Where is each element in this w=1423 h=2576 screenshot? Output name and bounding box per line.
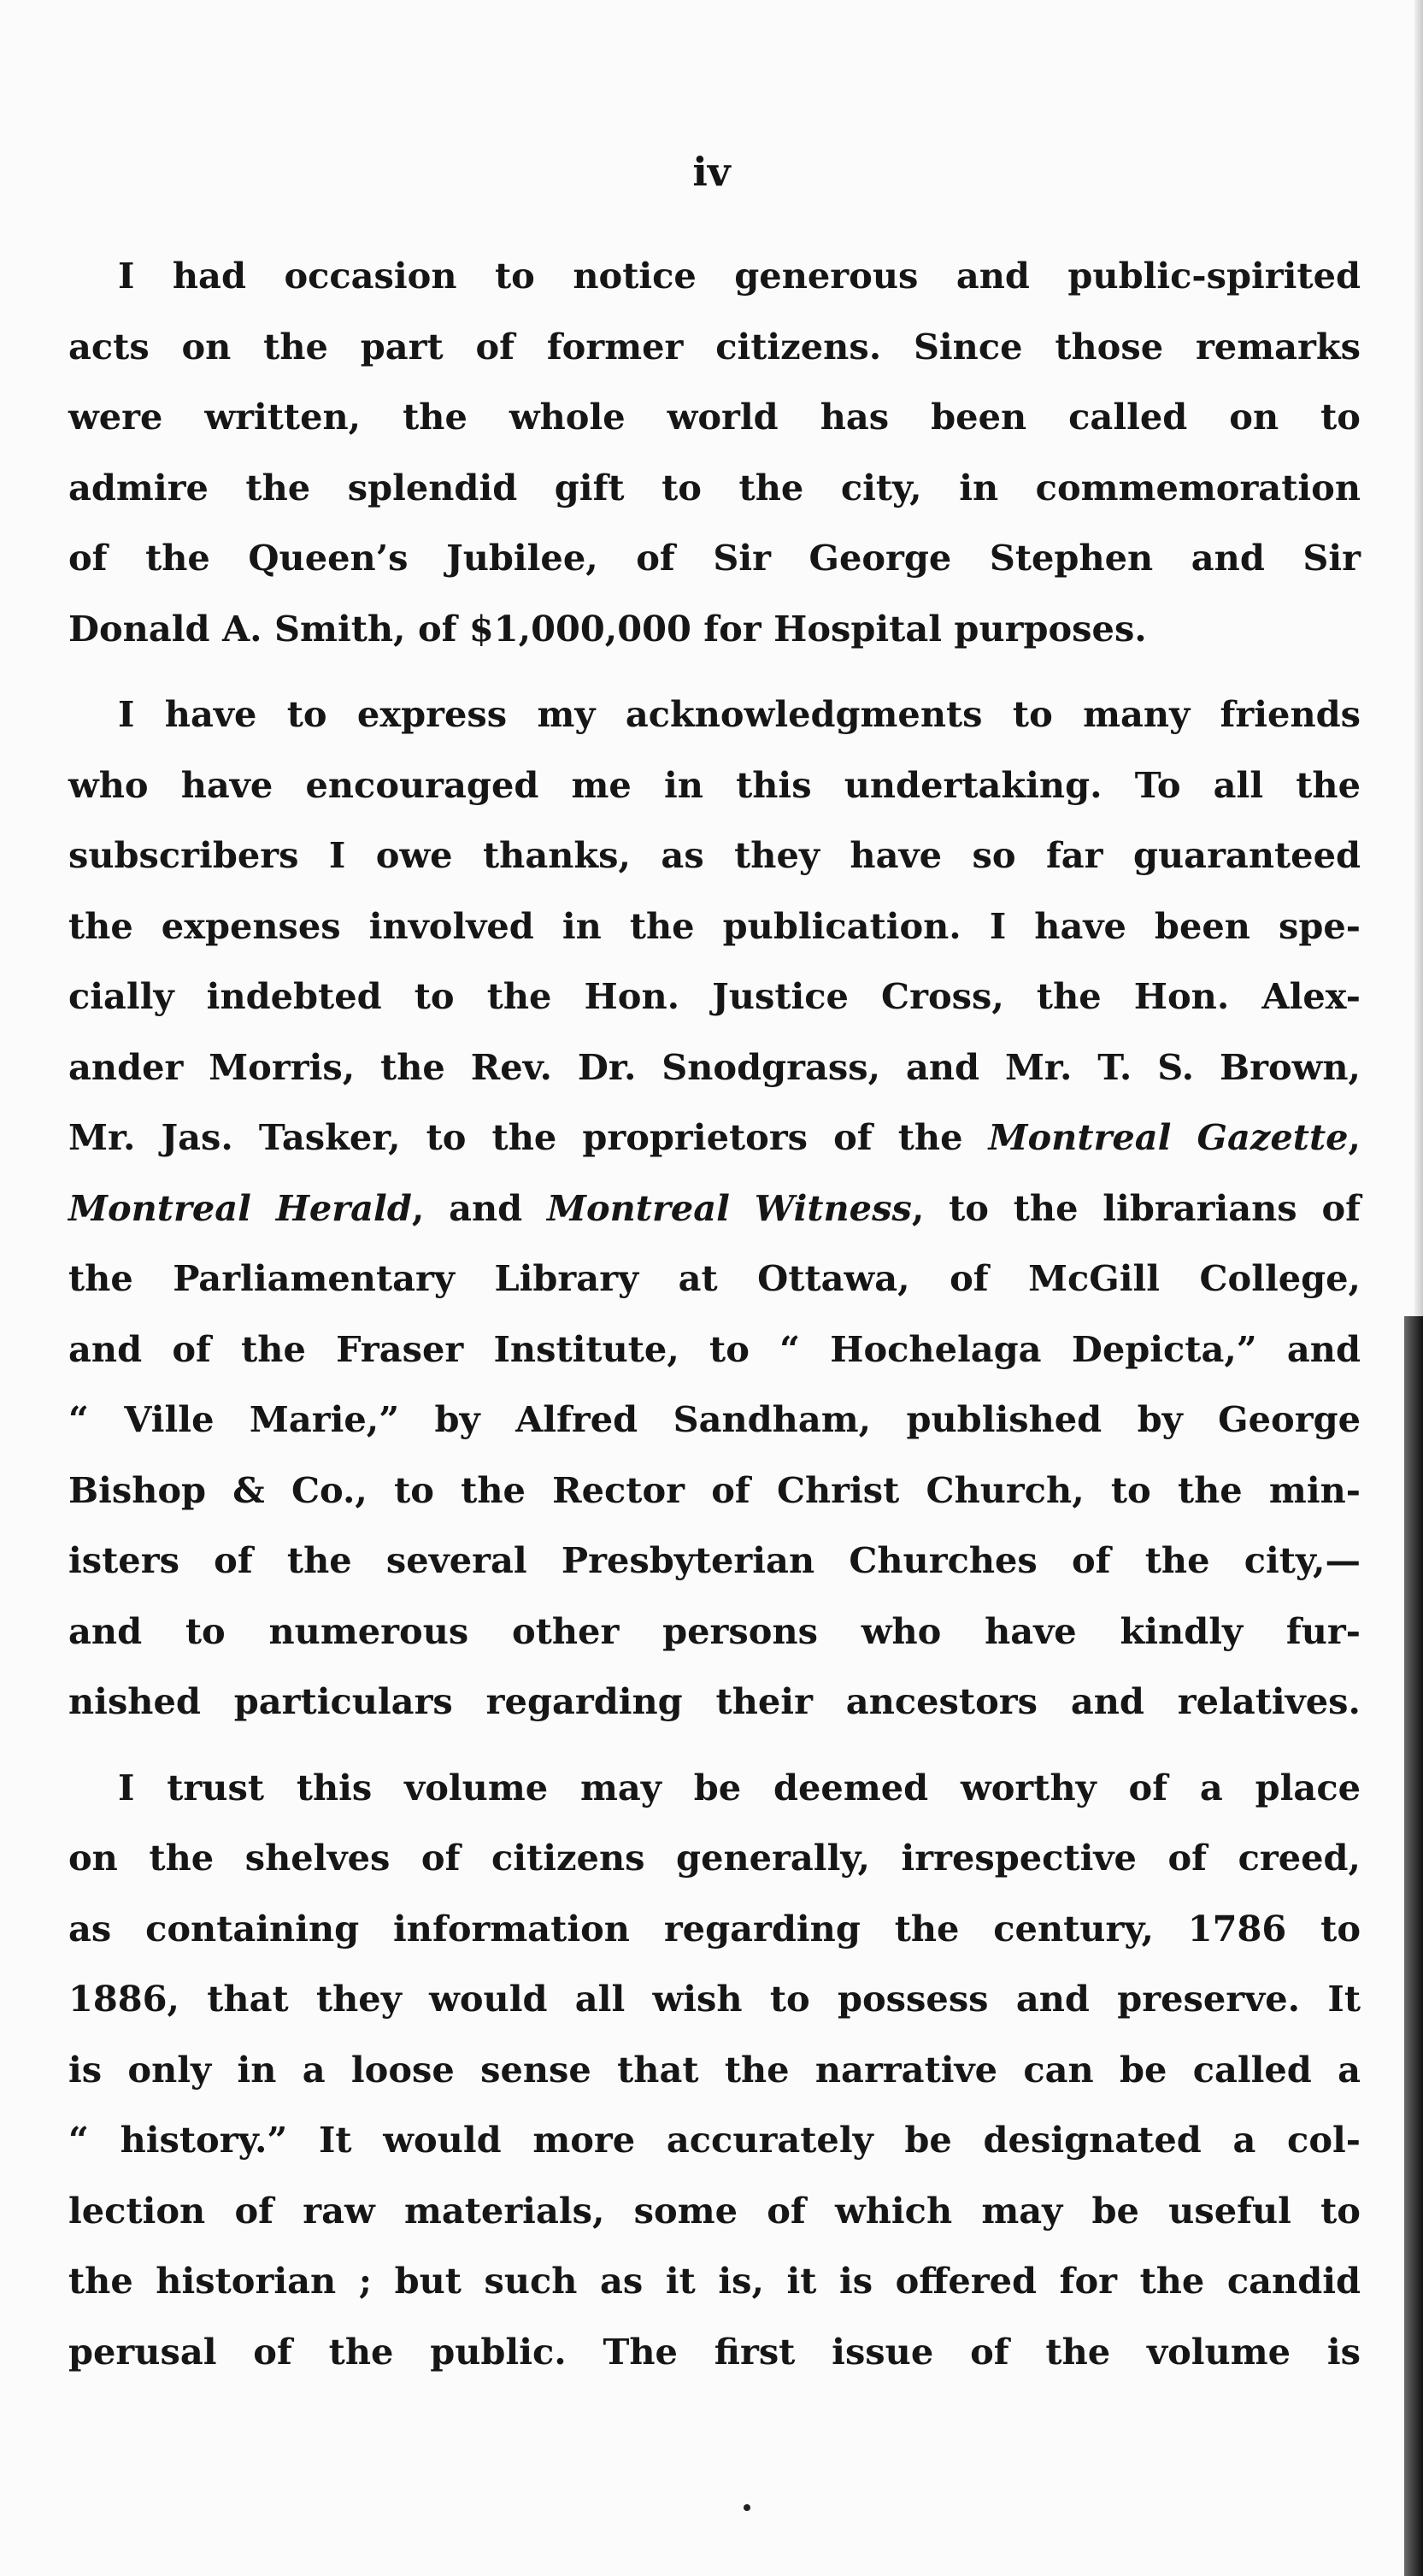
- text-line: is only in a loose sense that the narrative can be called a: [68, 2048, 1361, 2091]
- text-run: ,: [1348, 1116, 1361, 1158]
- binding-edge-shadow: [1404, 1316, 1423, 2576]
- text-run: , and: [411, 1186, 547, 1229]
- text-line: admire the splendid gift to the city, in commemoration: [68, 466, 1361, 509]
- text-line: the expenses involved in the publication. I have been spe-: [68, 904, 1361, 947]
- newspaper-title: Montreal Gazette: [988, 1116, 1349, 1158]
- text-line: and to numerous other persons who have kindly fur-: [68, 1609, 1361, 1652]
- text-line: I trust this volume may be deemed worthy of a place: [118, 1766, 1361, 1808]
- paragraph-2: [68, 679, 1361, 1738]
- text-line: [68, 1103, 1361, 1173]
- text-line: acts on the part of former citizens. Since those remarks: [68, 325, 1361, 368]
- text-line: lection of raw materials, some of which may be useful to: [68, 2189, 1361, 2232]
- text-line: who have encouraged me in this undertaking. To all the: [68, 763, 1361, 806]
- newspaper-title: Montreal Herald: [68, 1186, 412, 1229]
- text-line: I had occasion to notice generous and public-spirited: [118, 255, 1361, 297]
- text-line: and of the Fraser Institute, to “ Hochelaga Depicta,” and: [68, 1327, 1361, 1370]
- text-line: perusal of the public. The first issue of the volume is: [68, 2330, 1361, 2373]
- text-line: ander Morris, the Rev. Dr. Snodgrass, and Mr. T. S. Brown,: [68, 1045, 1361, 1088]
- text-line: 1886, that they would all wish to possess and preserve. It: [68, 1978, 1361, 2020]
- text-line: as containing information regarding the century, 1786 to: [68, 1907, 1361, 1950]
- text-run: Mr. Jas. Tasker, to the proprietors of the: [68, 1116, 989, 1158]
- page-edge-shadow: [1414, 0, 1423, 1316]
- text-line: the Parliamentary Library at Ottawa, of McGill College,: [68, 1257, 1361, 1299]
- paragraph-1: [68, 241, 1361, 664]
- paragraph-3: [68, 1753, 1361, 2388]
- body-text: [68, 241, 1361, 2387]
- text-line: Bishop & Co., to the Rector of Christ Church, to the min-: [68, 1468, 1361, 1511]
- text-line: [68, 1173, 1361, 1244]
- text-run: , to the librarians of: [911, 1186, 1361, 1229]
- text-line: Donald A. Smith, of $1,000,000 for Hospital purposes.: [68, 607, 1147, 650]
- print-speck: [744, 2504, 750, 2511]
- text-line: nished particulars regarding their ancestors and relatives.: [68, 1680, 1361, 1722]
- text-line: “ history.” It would more accurately be designated a col-: [68, 2119, 1361, 2161]
- text-line: on the shelves of citizens generally, irrespective of creed,: [68, 1837, 1361, 1879]
- text-line: were written, the whole world has been called on to: [68, 396, 1361, 438]
- text-line: of the Queen’s Jubilee, of Sir George Stephen and Sir: [68, 537, 1361, 579]
- text-line: “ Ville Marie,” by Alfred Sandham, published by George: [68, 1398, 1361, 1440]
- text-line: the historian ; but such as it is, it is offered for the candid: [68, 2260, 1361, 2302]
- newspaper-title: Montreal Witness: [547, 1186, 912, 1229]
- text-line: subscribers I owe thanks, as they have so far guaranteed: [68, 834, 1361, 876]
- text-line: isters of the several Presbyterian Churches of the city,—: [68, 1539, 1361, 1581]
- text-line: I have to express my acknowledgments to many friends: [118, 693, 1361, 735]
- text-line: cially indebted to the Hon. Justice Cross, the Hon. Alex-: [68, 975, 1361, 1017]
- page-number: iv: [692, 149, 731, 195]
